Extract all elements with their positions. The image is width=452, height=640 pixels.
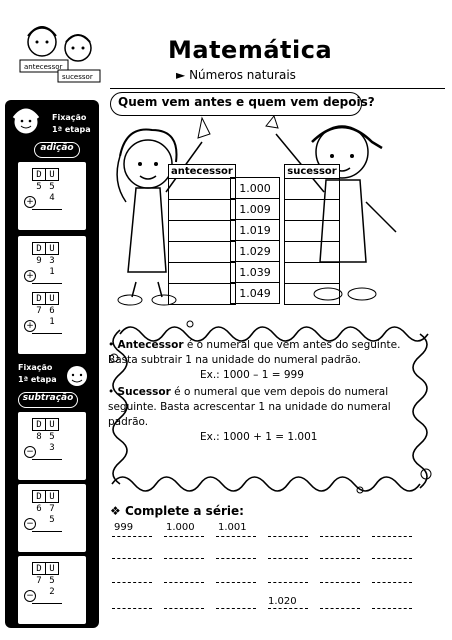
antecessor-answer-cell[interactable]: [169, 221, 236, 242]
antecessor-table: [168, 164, 236, 305]
antecessor-answer-cell[interactable]: [169, 263, 236, 284]
page-title: Matemática: [168, 36, 333, 64]
series-value: 999: [114, 522, 134, 533]
triangle-bullet-icon: ►: [176, 68, 186, 82]
mascot-label-sucessor: sucessor: [62, 73, 93, 81]
numbers-table: [230, 177, 280, 304]
girl-face-icon: [10, 104, 42, 140]
sucessor-answer-cell[interactable]: [285, 221, 340, 242]
minus-sign-icon: −: [24, 590, 36, 602]
exercise-card: D U 9 3 1 +: [18, 236, 86, 304]
exercise-card: D U 8 5 3 −: [18, 412, 86, 480]
section1-label-line2: 1ª etapa: [52, 125, 91, 134]
number-cell: 1.049: [231, 283, 280, 304]
exercise-card: D U 6 7 5 −: [18, 484, 86, 552]
plus-sign-icon: +: [24, 320, 36, 332]
mascot-label-antecessor: antecessor: [24, 63, 63, 71]
section1-label-line1: Fixação: [52, 113, 87, 122]
series-value: 1.001: [218, 522, 247, 533]
number-cell: 1.019: [231, 220, 280, 241]
sucessor-header: sucessor: [285, 165, 340, 179]
sucessor-term: Sucessor: [117, 386, 171, 398]
page-subtitle: ► Números naturais: [176, 68, 296, 82]
exercise-card: D U 5 5 4 +: [18, 162, 86, 230]
antecessor-definition: • Antecessor é o numeral que vem antes do seguinte. Basta subtrair 1 na unidade do numeral padrão.: [108, 339, 401, 366]
sucessor-answer-cell[interactable]: [285, 263, 340, 284]
sucessor-example: Ex.: 1000 + 1 = 1.001: [200, 431, 318, 443]
plus-sign-icon: +: [24, 196, 36, 208]
antecessor-text: é o numeral que vem antes do seguinte. Basta subtrair 1 na unidade do numeral padrão.: [108, 339, 401, 366]
antecessor-answer-cell[interactable]: [169, 200, 236, 221]
antecessor-header: antecessor: [169, 165, 236, 179]
antecessor-term: Antecessor: [117, 339, 184, 351]
sucessor-answer-cell[interactable]: [285, 200, 340, 221]
girl-face-icon: [62, 360, 92, 390]
minus-sign-icon: −: [24, 518, 36, 530]
series-value: 1.020: [268, 596, 297, 607]
sucessor-answer-cell[interactable]: [285, 284, 340, 305]
sucessor-definition: • Sucessor é o numeral que vem depois do numeral seguinte. Basta acrescentar 1 na unidade do numeral padrão.: [108, 386, 391, 428]
sucessor-text: é o numeral que vem depois do numeral seguinte. Basta acrescentar 1 na unidade do numeral padrão.: [108, 386, 391, 428]
minus-sign-icon: −: [24, 446, 36, 458]
diamond-bullet-icon: ❖: [110, 504, 121, 518]
exercise-card: D U 7 5 2 −: [18, 556, 86, 624]
number-cell: 1.000: [231, 178, 280, 199]
antecessor-answer-cell[interactable]: [169, 242, 236, 263]
header-divider: [110, 88, 445, 89]
sucessor-answer-cell[interactable]: [285, 242, 340, 263]
antecessor-example: Ex.: 1000 – 1 = 999: [200, 369, 304, 381]
antecessor-answer-cell[interactable]: [169, 179, 236, 200]
sucessor-answer-cell[interactable]: [285, 179, 340, 200]
plus-sign-icon: +: [24, 270, 36, 282]
definitions-box: [108, 338, 424, 445]
section2-label-line1: Fixação: [18, 363, 53, 372]
section2-label-line2: 1ª etapa: [18, 375, 57, 384]
question-text: Quem vem antes e quem vem depois?: [118, 95, 375, 109]
number-cell: 1.029: [231, 241, 280, 262]
section1-pill: adição: [34, 142, 80, 158]
series-answer-lines[interactable]: [108, 536, 434, 616]
sucessor-table: [284, 164, 340, 305]
section2-pill: subtração: [18, 392, 78, 408]
header-mascots-illustration: [12, 18, 104, 90]
number-cell: 1.009: [231, 199, 280, 220]
series-value: 1.000: [166, 522, 195, 533]
exercise-card: D U 7 6 1 +: [18, 286, 86, 354]
complete-series-heading: ❖ Complete a série:: [110, 504, 244, 518]
antecessor-answer-cell[interactable]: [169, 284, 236, 305]
number-cell: 1.039: [231, 262, 280, 283]
